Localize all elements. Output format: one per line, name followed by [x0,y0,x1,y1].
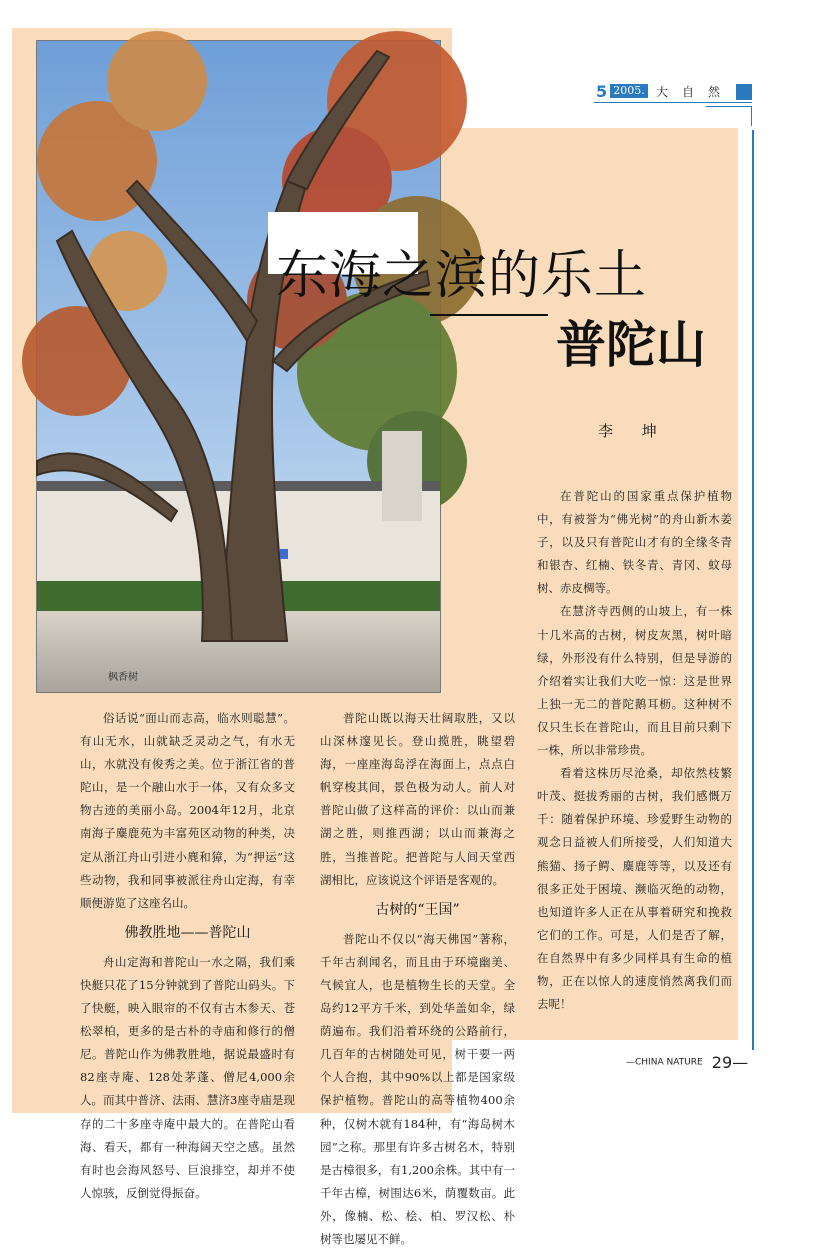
footer-magazine: —CHINA NATURE [626,1057,703,1068]
tree-photo-illustration [37,41,440,692]
section1-paragraph-1: 舟山定海和普陀山一水之隔，我们乘快艇只花了15分钟就到了普陀山码头。下了快艇，映入眼帘的不仅有古木参天、苍松翠柏，更多的是古朴的寺庙和修行的僧尼。普陀山作为佛教胜地，据说最盛时有82座寺庵、128处茅蓬、僧尼4,000余人。而其中普济、法雨、慧济3座寺庙是现存的二十多座寺庵中最大的。在普陀山看海、看天，都有一种海阔天空之感。虽然有时也会海风怒号、巨浪排空，却并不使人惊骇，反倒觉得振奋。 [80,954,295,1200]
magazine-name: 大自然 [656,85,735,99]
title-dash [430,314,548,316]
photo-caption: 枫香树 [108,672,138,683]
section-heading-buddhist: 佛教胜地——普陀山 [124,924,251,941]
corner-rule-horizontal [706,106,752,107]
section1-paragraph-2: 普陀山既以海天壮阔取胜，又以山深林邃见长。登山揽胜，眺望碧海，一座座海岛浮在海面上，点点白帆穿梭其间，景色极为动人。前人对普陀山做了这样高的评价：以山而兼湖之胜，则推西湖；以山而兼海之胜，当推普陀。把普陀与人间天堂西湖相比，应该说这个评语是客观的。 [320,711,515,887]
text-column-1 [80,707,295,1200]
text-column-3 [537,485,732,1016]
header-square-marker [736,84,752,100]
section2-paragraph-2: 在普陀山的国家重点保护植物中，有被誉为“佛光树”的舟山新木姜子，以及只有普陀山才有的全缘冬青和银杏、红楠、铁冬青、青冈、蚊母树、赤皮椆等。 [537,489,732,596]
corner-rule-vertical [751,106,752,126]
section2-paragraph-3: 在慧济寺西侧的山坡上，有一株十几米高的古树，树皮灰黑，树叶暗绿，外形没有什么特别，但是导游的介绍着实让我们大吃一惊：这是世界上独一无二的普陀鹅耳枥。这种树不仅只生长在普陀山，而且目前只剩下一株，所以非常珍贵。 [537,604,732,758]
tree-photo [36,40,441,693]
issue-number: 5 [596,82,608,101]
section-heading-trees: 古树的“王国” [375,901,460,918]
page-edge-rule [752,130,754,1050]
article-title-line-2: 普陀山 [556,314,706,374]
section2-paragraph-1: 普陀山不仅以“海天佛国”著称，千年古刹闻名，而且由于环境幽美、气候宜人，也是植物生长的天堂。全岛约12平方千米，到处华盖如伞，绿荫遍布。我们沿着环绕的公路前行，几百年的古树随处可见，树干要一两个人合抱，其中90%以上都是国家级保护植物。普陀山的高等植物400余种，仅树木就有184种，有“海岛树木园”之称。那里有许多古树名木，特别是古樟很多，有1,200余株。其中有一千年古樟，树围达6米，荫覆数亩。此外，像楠、松、桧、柏、罗汉松、朴树等也屡见不鲜。 [320,931,515,1246]
text-column-2 [320,707,515,1246]
section2-paragraph-4: 看着这株历尽沧桑，却依然枝繁叶茂、挺拔秀丽的古树，我们感慨万千：随着保护环境、珍爱野生动物的观念日益被人们所接受，人们知道大熊猫、扬子鳄、麋鹿等等，以及还有很多正处于困境、濒临灭绝的动物，也知道许多人正在从事着研究和挽救它们的工作。可是，人们是否了解，在自然界中有多少同样具有生命的植物，正在以惊人的速度悄然离我们而去呢！ [537,766,732,1012]
intro-paragraph: 俗话说“面山而志高，临水则聪慧”。有山无水，山就缺乏灵动之气，有水无山，水就没有俊秀之美。位于浙江省的普陀山，是一个融山水于一体，又有众多文物古迹的美丽小岛。2004年12月，北京南海子麋鹿苑为丰富苑区动物的种类，决定从浙江舟山引进小麂和獐，为“押运”这些动物，我和同事被派往舟山定海，有幸顺便游览了这座名山。 [80,711,295,910]
page-footer [626,1052,748,1072]
author-name: 李 坤 [598,422,669,440]
article-title-line-1: 东海之滨的乐土 [276,245,648,306]
page-number: 29— [711,1053,749,1072]
issue-year: 2005. [610,84,648,98]
